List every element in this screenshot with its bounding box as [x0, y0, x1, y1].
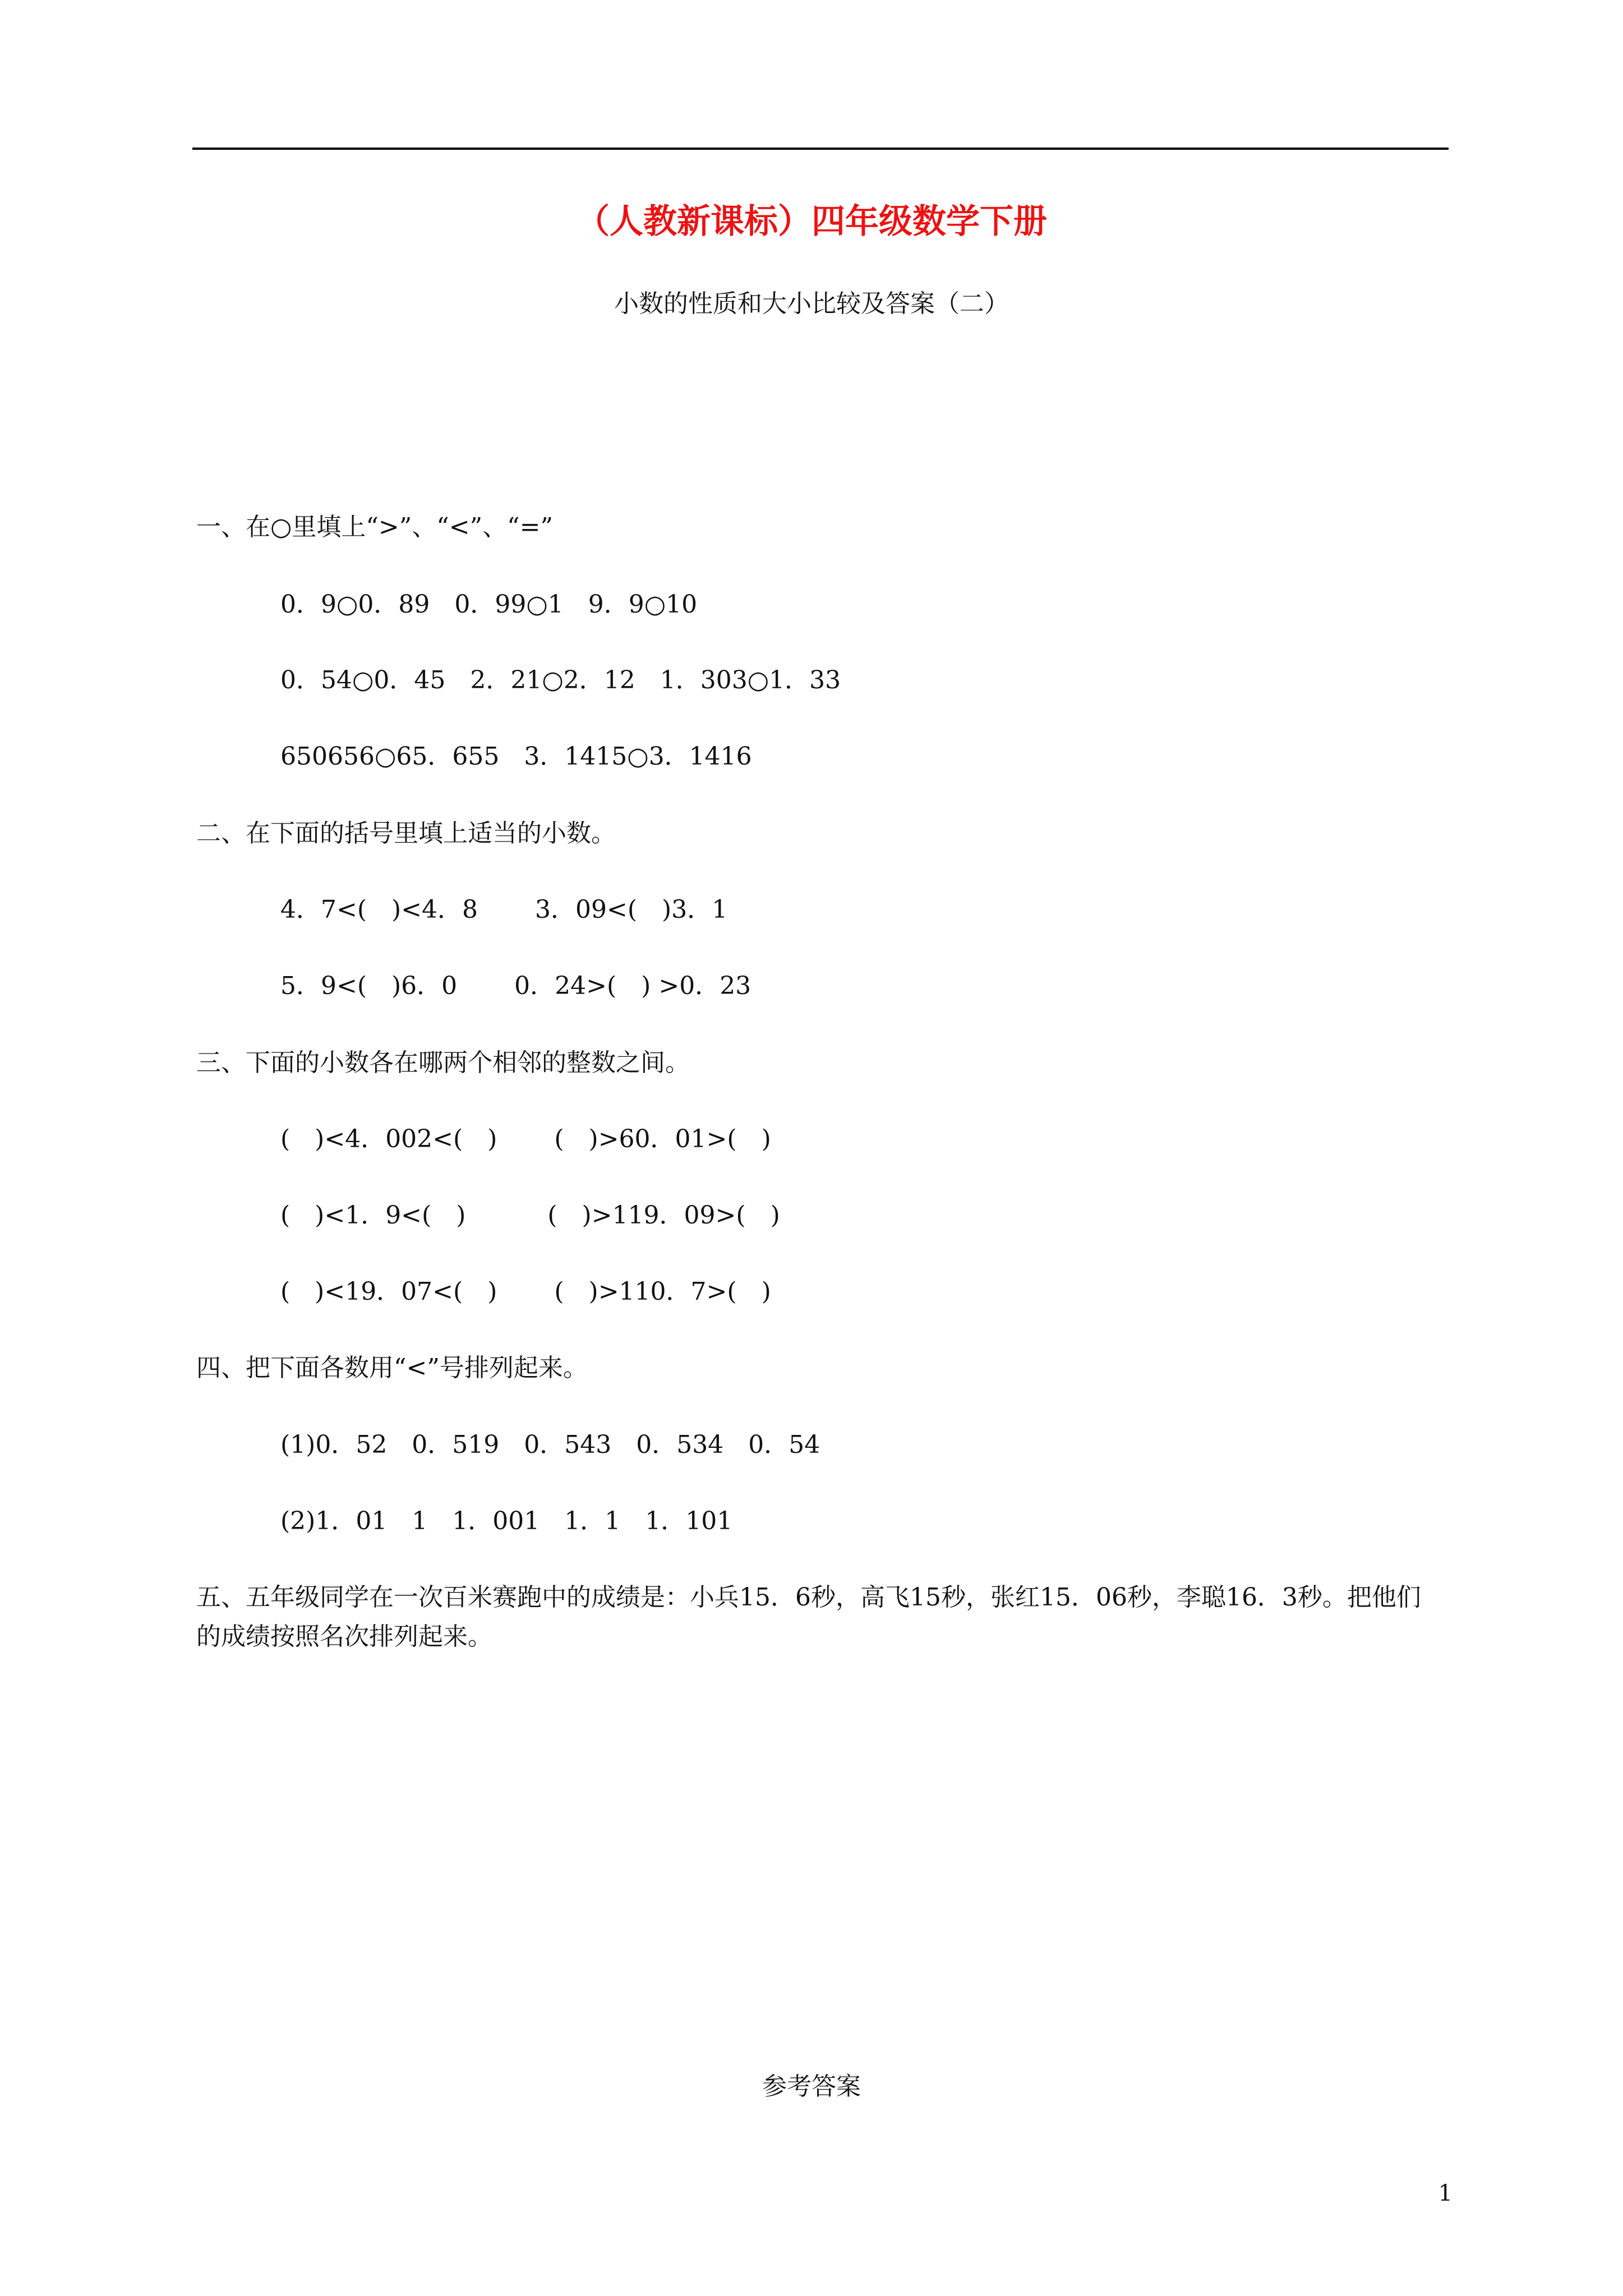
question-5-text: 五、五年级同学在一次百米赛跑中的成绩是：小兵15．6秒，高飞15秒，张红15．06秒，李聪16．3秒。把他们的成绩按照名次排列起来。	[196, 1583, 1421, 1651]
question-3-line: ( )<4．002<( ) ( )>60．01>( )	[280, 1125, 771, 1153]
page-subtitle: 小数的性质和大小比较及答案（二）	[614, 289, 1009, 318]
question-1-line: 650656○65．655 3．1415○3．1416	[280, 742, 752, 771]
question-1-heading: 一、在○里填上“>”、“<”、“=”	[196, 513, 553, 541]
question-3-line: ( )<19．07<( ) ( )>110．7>( )	[280, 1277, 771, 1306]
question-2-heading: 二、在下面的括号里填上适当的小数。	[196, 819, 616, 848]
question-3-heading: 三、下面的小数各在哪两个相邻的整数之间。	[196, 1048, 690, 1077]
question-3-line: ( )<1．9<( ) ( )>119．09>( )	[280, 1201, 780, 1230]
header-rule	[192, 148, 1449, 150]
question-2-line: 5．9<( )6．0 0．24>( ) >0．23	[280, 972, 751, 1000]
question-2-line: 4．7<( )<4．8 3．09<( )3．1	[280, 895, 728, 924]
question-4-heading: 四、把下面各数用“<”号排列起来。	[196, 1354, 588, 1382]
question-4-line: (1)0．52 0．519 0．543 0．534 0．54	[280, 1430, 820, 1459]
question-4-line: (2)1．01 1 1．001 1．1 1．101	[280, 1507, 733, 1535]
question-1-line: 0．9○0．89 0．99○1 9．9○10	[280, 590, 698, 619]
question-1-line: 0．54○0．45 2．21○2．12 1．303○1．33	[280, 666, 841, 694]
page-title: （人教新课标）四年级数学下册	[576, 202, 1047, 241]
page-number: 1	[1438, 2180, 1453, 2206]
answer-heading: 参考答案	[762, 2072, 861, 2101]
